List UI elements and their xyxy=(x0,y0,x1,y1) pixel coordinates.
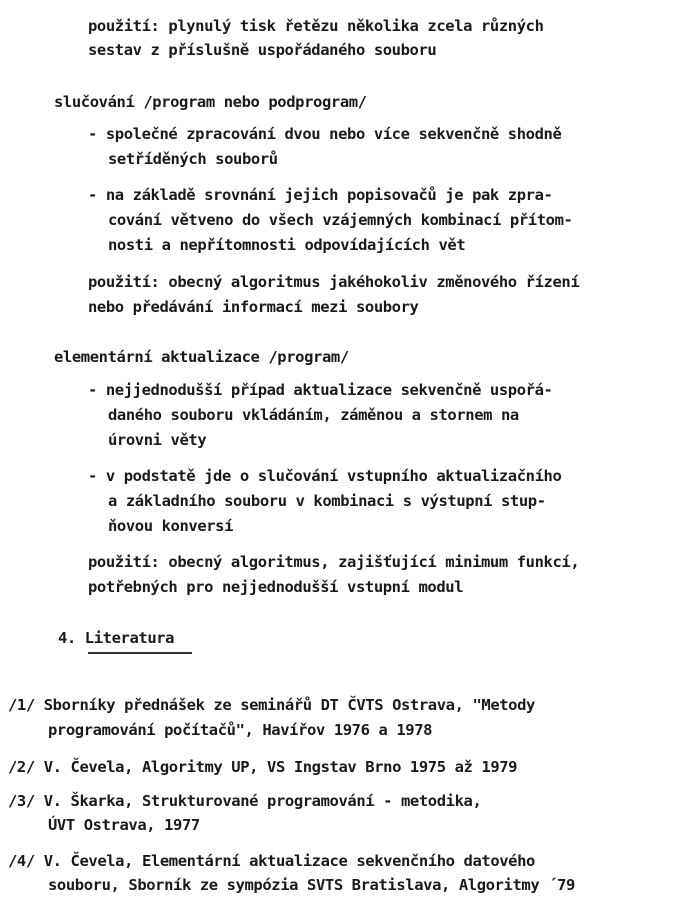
section-heading: 4. Literatura xyxy=(58,629,175,647)
text-line: sestav z příslušně uspořádaného souboru xyxy=(88,41,437,59)
bullet-item: - v podstatě jde o slučování vstupního aktualizačního xyxy=(88,467,562,485)
reference-item: /4/ V. Čevela, Elementární aktualizace sekvenčního datového xyxy=(8,852,535,870)
reference-item: /1/ Sborníky přednášek ze seminářů DT ČVTS Ostrava, "Metody xyxy=(8,696,535,714)
section-title: slučování /program nebo podprogram/ xyxy=(54,93,367,111)
text-line: ÚVT Ostrava, 1977 xyxy=(48,816,200,834)
bullet-item: - společné zpracování dvou nebo více sekvenčně shodně xyxy=(88,125,562,143)
reference-item: /3/ V. Škarka, Strukturované programování - metodika, xyxy=(8,792,482,810)
text-line: programování počítačů", Havířov 1976 a 1978 xyxy=(48,721,433,739)
text-line: ňovou konversí xyxy=(108,517,234,535)
text-line: a základního souboru v kombinaci s výstupní stup- xyxy=(108,492,546,510)
text-line: použití: obecný algoritmus jakéhokoliv změnového řízení xyxy=(88,273,580,291)
text-line: nosti a nepřítomnosti odpovídajících vět xyxy=(108,236,466,254)
heading-underline xyxy=(88,652,192,654)
text-line: potřebných pro nejjednodušší vstupní modul xyxy=(88,578,464,596)
bullet-item: - na základě srovnání jejich popisovačů je pak zpra- xyxy=(88,186,553,204)
text-line: nebo předávání informací mezi soubory xyxy=(88,298,419,316)
text-line: cování větveno do všech vzájemných kombinací přítom- xyxy=(108,211,573,229)
section-title: elementární aktualizace /program/ xyxy=(54,348,349,366)
text-line: úrovni věty xyxy=(108,431,207,449)
bullet-item: - nejjednodušší případ aktualizace sekvenčně uspořá- xyxy=(88,381,553,399)
text-line: použití: plynulý tisk řetězu několika zcela různých xyxy=(88,17,544,35)
reference-item: /2/ V. Čevela, Algoritmy UP, VS Ingstav Brno 1975 až 1979 xyxy=(8,758,518,776)
text-line: daného souboru vkládáním, záměnou a stornem na xyxy=(108,406,519,424)
text-line: souboru, Sborník ze sympózia SVTS Bratislava, Algoritmy ´79 xyxy=(48,876,575,894)
text-line: setříděných souborů xyxy=(108,150,278,168)
text-line: použití: obecný algoritmus, zajišťující minimum funkcí, xyxy=(88,553,580,571)
